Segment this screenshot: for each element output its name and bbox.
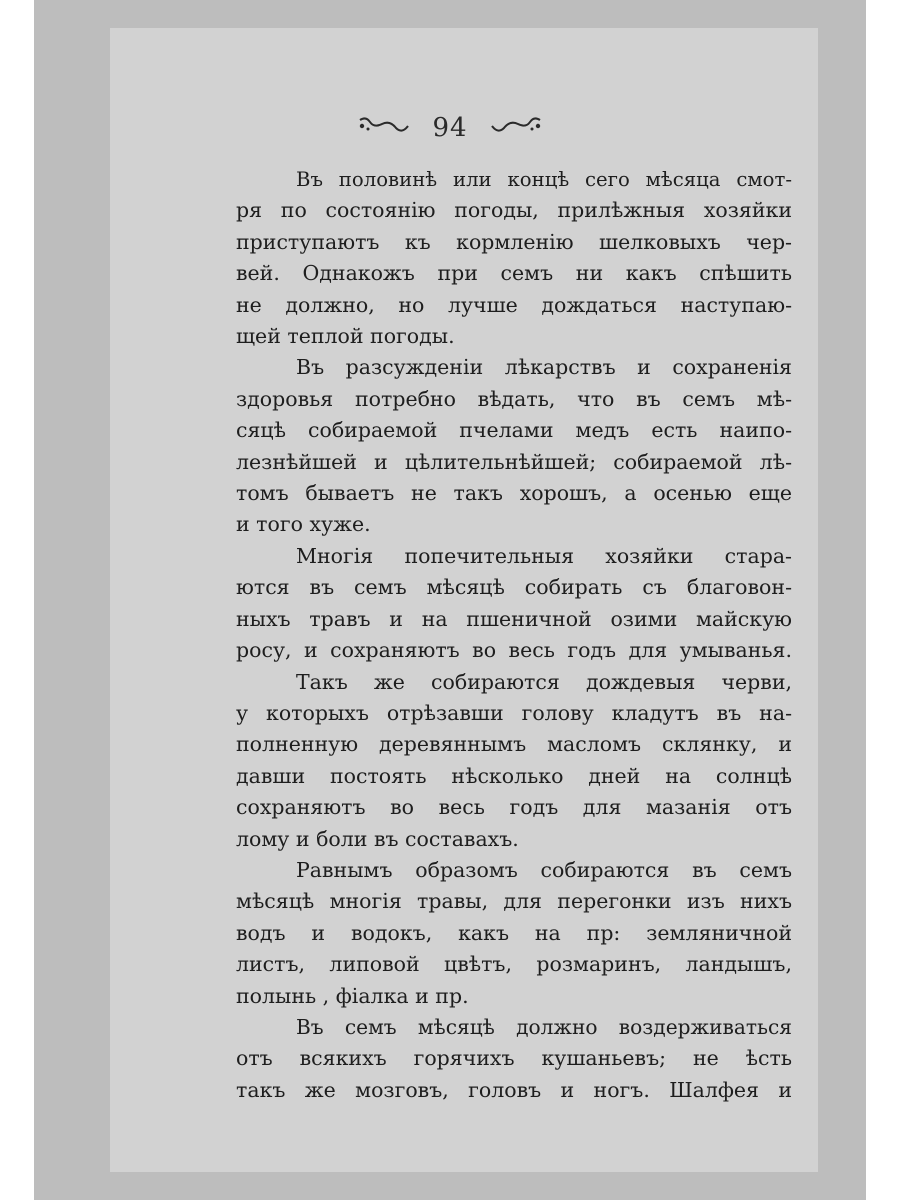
text-line: такъ же мозговъ, головъ и ногъ. Шалфея и — [236, 1077, 792, 1102]
text-line: отъ всякихъ горячихъ кушаньевъ; не ѣсть — [236, 1046, 792, 1071]
text-line: Равнымъ образомъ собираются въ семъ — [296, 857, 792, 882]
paragraph-earthworms — [236, 667, 792, 855]
body-text — [236, 164, 792, 1106]
text-line: мѣсяцѣ многія травы, для перегонки изъ нихъ — [236, 889, 792, 914]
text-line: Въ семъ мѣсяцѣ должно воздерживаться — [296, 1014, 792, 1039]
text-line: вей. Однакожъ при семъ ни какъ спѣшить — [236, 261, 792, 286]
text-line: полненную деревяннымъ масломъ склянку, и — [236, 732, 792, 757]
text-line: росу, и сохраняютъ во весь годъ для умыванья. — [236, 638, 792, 663]
text-line: Въ разсужденіи лѣкарствъ и сохраненія — [296, 355, 792, 380]
right-flourish-icon — [488, 114, 544, 136]
text-line: Многія попечительныя хозяйки стара- — [296, 543, 792, 568]
page-number: 94 — [432, 113, 468, 143]
text-line: лому и боли въ составахъ. — [236, 826, 519, 851]
text-line: водъ и водокъ, какъ на пр: земляничной — [236, 920, 792, 945]
text-line: Въ половинѣ или концѣ сего мѣсяца смот- — [296, 168, 792, 191]
text-line: щей теплой погоды. — [236, 324, 455, 349]
paragraph-abstain — [236, 1012, 792, 1106]
text-line: у которыхъ отрѣзавши голову кладутъ въ на- — [236, 700, 792, 725]
text-line: сяцѣ собираемой пчелами медъ есть наипо- — [236, 418, 792, 443]
text-line: приступаютъ къ кормленію шелковыхъ чер- — [236, 229, 792, 254]
text-line: Такъ же собираются дождевыя черви, — [296, 669, 792, 694]
text-line: листъ, липовой цвѣтъ, розмаринъ, ландышъ, — [236, 952, 792, 977]
text-line: здоровья потребно вѣдать, что въ семъ мѣ- — [236, 386, 792, 411]
text-line: ря по состоянію погоды, прилѣжныя хозяйки — [236, 198, 792, 223]
page-header — [0, 108, 900, 148]
left-ornament-icon — [354, 114, 414, 142]
text-line: лезнѣйшей и цѣлительнѣйшей; собираемой лѣ- — [236, 449, 792, 474]
paragraph-honey — [236, 352, 792, 540]
text-line: полынь , фіалка и пр. — [236, 983, 469, 1008]
text-line: томъ бываетъ не такъ хорошъ, а осенью еще — [236, 481, 792, 506]
text-line: ются въ семъ мѣсяцѣ собирать съ благовон- — [236, 575, 792, 600]
text-line: не должно, но лучше дождаться наступаю- — [236, 292, 792, 317]
paragraph-herbs — [236, 855, 792, 1012]
text-line: давши постоять нѣсколько дней на солнцѣ — [236, 763, 792, 788]
left-flourish-icon — [356, 114, 412, 136]
paragraph-silkworms — [236, 164, 792, 352]
right-ornament-icon — [486, 114, 546, 142]
text-line: и того хуже. — [236, 512, 371, 537]
paragraph-dew — [236, 541, 792, 667]
text-line: сохраняютъ во весь годъ для мазанія отъ — [236, 795, 792, 820]
text-line: ныхъ травъ и на пшеничной озими майскую — [236, 606, 792, 631]
